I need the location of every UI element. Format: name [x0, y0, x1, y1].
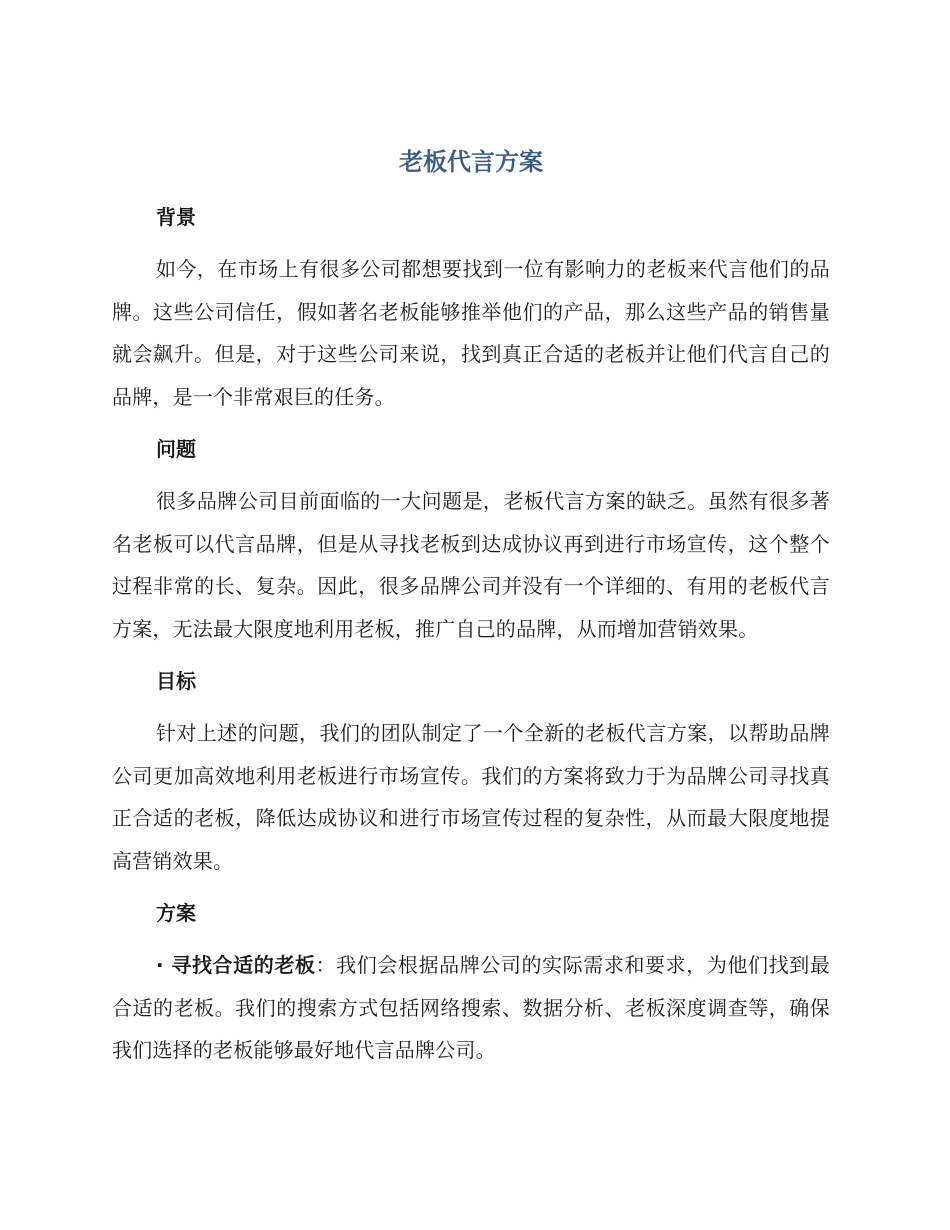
plan-bullet-lead: · 寻找合适的老板	[156, 953, 316, 977]
document-title: 老板代言方案	[399, 148, 543, 176]
plan-bullet-item	[112, 944, 830, 1072]
section-heading-problem: 问题	[156, 437, 196, 461]
document-page	[112, 140, 830, 1086]
section-heading-goal: 目标	[156, 669, 196, 693]
section-heading-plan: 方案	[156, 901, 196, 925]
plan-bullet-text: ：我们会根据品牌公司的实际需求和要求，为他们找到最合适的老板。我们的搜索方式包括网络搜索、数据分析、老板深度调查等，确保我们选择的老板能够最好地代言品牌公司。	[112, 953, 830, 1062]
section-paragraph-background: 如今，在市场上有很多公司都想要找到一位有影响力的老板来代言他们的品牌。这些公司信任，假如著名老板能够推举他们的产品，那么这些产品的销售量就会飙升。但是，对于这些公司来说，找到真正合适的老板并让他们代言自己的品牌，是一个非常艰巨的任务。	[112, 257, 830, 409]
section-paragraph-goal: 针对上述的问题，我们的团队制定了一个全新的老板代言方案，以帮助品牌公司更加高效地利用老板进行市场宣传。我们的方案将致力于为品牌公司寻找真正合适的老板，降低达成协议和进行市场宣传过程的复杂性，从而最大限度地提高营销效果。	[112, 721, 830, 873]
section-heading-background: 背景	[156, 205, 196, 229]
section-paragraph-problem: 很多品牌公司目前面临的一大问题是，老板代言方案的缺乏。虽然有很多著名老板可以代言品牌，但是从寻找老板到达成协议再到进行市场宣传，这个整个过程非常的长、复杂。因此，很多品牌公司并没有一个详细的、有用的老板代言方案，无法最大限度地利用老板，推广自己的品牌，从而增加营销效果。	[112, 489, 830, 641]
